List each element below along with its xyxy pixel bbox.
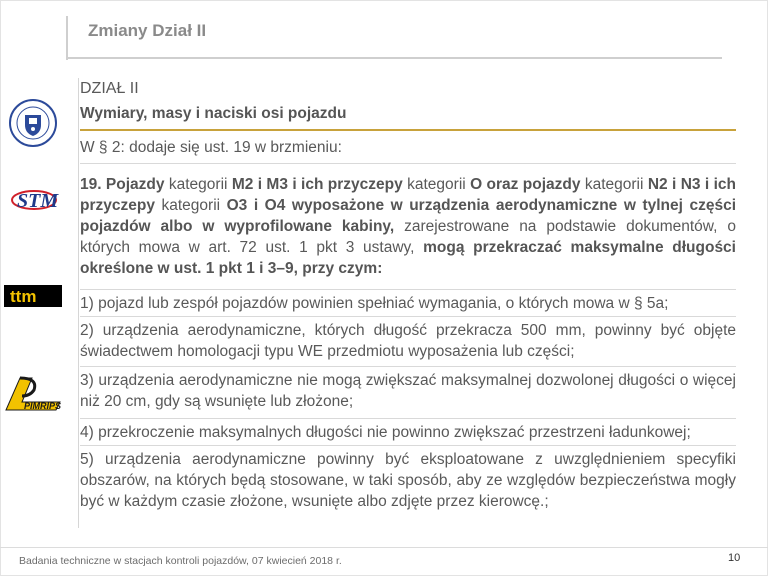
p19-part: O oraz pojazdy bbox=[470, 176, 581, 193]
header-divider-vertical bbox=[66, 16, 68, 60]
p19-part: 19. Pojazdy bbox=[80, 176, 165, 193]
separator bbox=[80, 418, 736, 419]
list-item-1: 1) pojazd lub zespół pojazdów powinien spełniać wymagania, o których mowa w § 5a; bbox=[80, 295, 669, 312]
p19-part: zarejestrowane na podstawie dokumentów, o których mowa w art. 72 ust. 1 pkt 3 ustawy, bbox=[80, 218, 736, 256]
intro-text: W § 2: dodaje się ust. 19 w brzmieniu: bbox=[80, 139, 342, 156]
p19-part: N2 i N3 i ich przyczepy bbox=[80, 176, 736, 214]
content-divider bbox=[78, 78, 79, 528]
p19-part: O3 i O4 wyposażone w urządzenia aerodynamiczne w tylnej części pojazdów albo w wyprofilowane kabiny, bbox=[80, 197, 737, 235]
list-item-4: 4) przekroczenie maksymalnych długości nie powinno zwiększać przestrzeni ładunkowej; bbox=[80, 424, 691, 441]
separator bbox=[80, 316, 736, 317]
section-label: DZIAŁ II bbox=[80, 80, 139, 97]
header-divider-horizontal bbox=[66, 57, 722, 59]
pimrips-logo-text: PIMRIPS bbox=[24, 401, 62, 411]
separator bbox=[80, 366, 736, 367]
p19-part: kategorii bbox=[402, 176, 471, 193]
p19-part: kategorii bbox=[580, 176, 648, 193]
footer-divider bbox=[0, 547, 768, 548]
section-title: Wymiary, masy i naciski osi pojazdu bbox=[80, 105, 347, 122]
stm-logo bbox=[9, 183, 59, 222]
ttm-logo-text: ttm bbox=[10, 287, 37, 306]
title-underline bbox=[80, 129, 736, 131]
separator bbox=[80, 163, 736, 164]
p19-part: kategorii bbox=[164, 176, 232, 193]
p19-part: kategorii bbox=[154, 197, 227, 214]
footer-caption: Badania techniczne w stacjach kontroli pojazdów, 07 kwiecień 2018 r. bbox=[19, 555, 342, 567]
list-item-3: 3) urządzenia aerodynamiczne nie mogą zwiększać maksymalnej dozwolonej długości o więcej niż 20 cm, gdy są wsunięte lub złożone; bbox=[80, 372, 736, 410]
stm-logo-text: STM bbox=[17, 190, 59, 212]
page-number: 10 bbox=[728, 552, 741, 564]
university-seal-logo bbox=[8, 98, 58, 153]
ttm-logo bbox=[4, 285, 62, 312]
list-item-2: 2) urządzenia aerodynamiczne, których długość przekracza 500 mm, powinny być objęte świadectwem homologacji typu WE przedmiotu wyposażenia lub części; bbox=[80, 322, 736, 360]
separator bbox=[80, 445, 736, 446]
separator bbox=[80, 289, 736, 290]
pimrips-logo bbox=[2, 374, 64, 419]
list-item-5: 5) urządzenia aerodynamiczne powinny być eksploatowane z uwzględnieniem specyfiki obszarów, na których będą stosowane, w taki sposób, aby ze względów bezpieczeństwa mogły być w każdym czasie złożone, wsunięte albo zdjęte przez kierowcę.; bbox=[80, 451, 736, 510]
slide-title: Zmiany Dział II bbox=[88, 21, 207, 40]
p19-part: M2 i M3 i ich przyczepy bbox=[231, 176, 403, 193]
p19-part: mogą przekraczać maksymalne długości określone w ust. 1 pkt 1 i 3–9, przy czym: bbox=[80, 239, 736, 277]
paragraph-19 bbox=[80, 174, 736, 279]
